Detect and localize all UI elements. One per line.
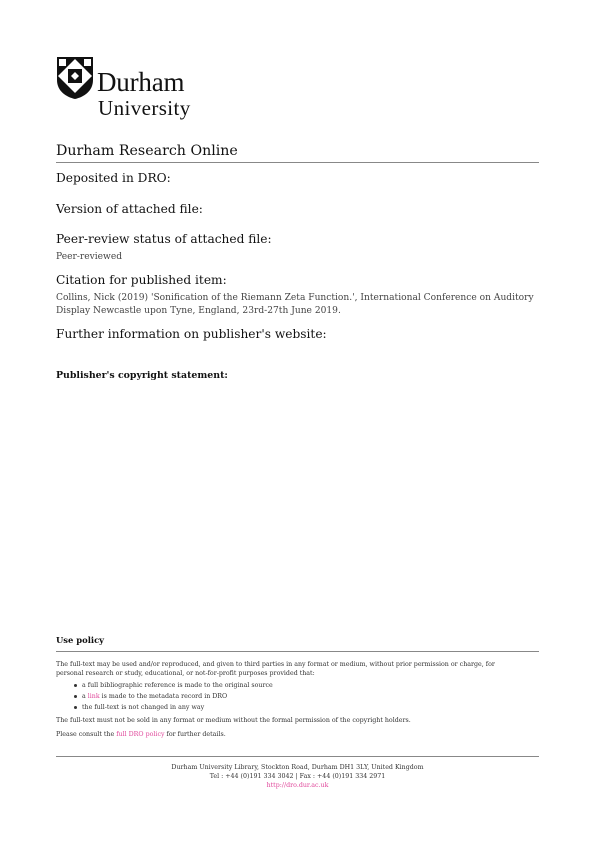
policy-bullet-2 xyxy=(82,692,227,701)
bullet-icon xyxy=(74,684,77,687)
footer-address: Durham University Library, Stockton Road, Durham DH1 3LY, United Kingdom xyxy=(171,764,424,771)
policy-bullet-3-text: the full-text is not changed in any way xyxy=(82,704,205,711)
policy-intro-1: The full-text may be used and/or reproduced, and given to third parties in any format or medium, without prior permission or charge, for xyxy=(56,661,495,668)
citation-line-1: Collins, Nick (2019) 'Sonification of the Riemann Zeta Function.', International Conference on Auditory xyxy=(56,293,534,303)
use-policy-label: Use policy xyxy=(56,635,105,645)
footer-divider xyxy=(56,756,539,757)
policy-bullet-3 xyxy=(82,703,204,712)
full-policy-link[interactable]: full DRO policy xyxy=(116,731,165,738)
footer-contact: Tel : +44 (0)191 334 3042 | Fax : +44 (0)191 334 2971 xyxy=(209,773,386,780)
further-info-label: Further information on publisher's website: xyxy=(56,327,327,341)
metadata-link[interactable]: link xyxy=(87,693,100,700)
university-logo xyxy=(56,56,206,122)
logo-durham-text: Durham xyxy=(97,67,185,97)
version-label: Version of attached file: xyxy=(56,202,203,216)
bullet-icon xyxy=(74,695,77,698)
footer-url-link[interactable]: http://dro.dur.ac.uk xyxy=(266,782,329,789)
shield-icon xyxy=(56,56,94,100)
repository-title: Durham Research Online xyxy=(56,143,238,159)
header-divider xyxy=(56,162,539,163)
logo-university-text: University xyxy=(98,96,191,120)
peer-review-value: Peer-reviewed xyxy=(56,252,123,262)
copyright-label: Publisher's copyright statement: xyxy=(56,370,228,381)
policy-bullet-1-text: a full bibliographic reference is made to the original source xyxy=(82,682,273,689)
policy-bullet-2-post: is made to the metadata record in DRO xyxy=(99,693,228,700)
policy-consult-post: for further details. xyxy=(164,731,226,738)
policy-not-sold: The full-text must not be sold in any format or medium without the formal permission of the copyright holders. xyxy=(56,717,411,724)
citation-label: Citation for published item: xyxy=(56,273,227,287)
policy-bullet-1 xyxy=(82,681,273,690)
policy-consult xyxy=(56,730,546,739)
policy-bullet-2-pre: a xyxy=(82,693,88,700)
policy-consult-pre: Please consult the xyxy=(56,731,117,738)
policy-intro-2: personal research or study, educational, or not-for-profit purposes provided that: xyxy=(56,670,315,677)
citation-line-2: Display Newcastle upon Tyne, England, 23rd-27th June 2019. xyxy=(56,306,341,316)
deposited-label: Deposited in DRO: xyxy=(56,171,171,185)
policy-divider xyxy=(56,651,539,652)
bullet-icon xyxy=(74,706,77,709)
peer-review-label: Peer-review status of attached file: xyxy=(56,232,272,246)
